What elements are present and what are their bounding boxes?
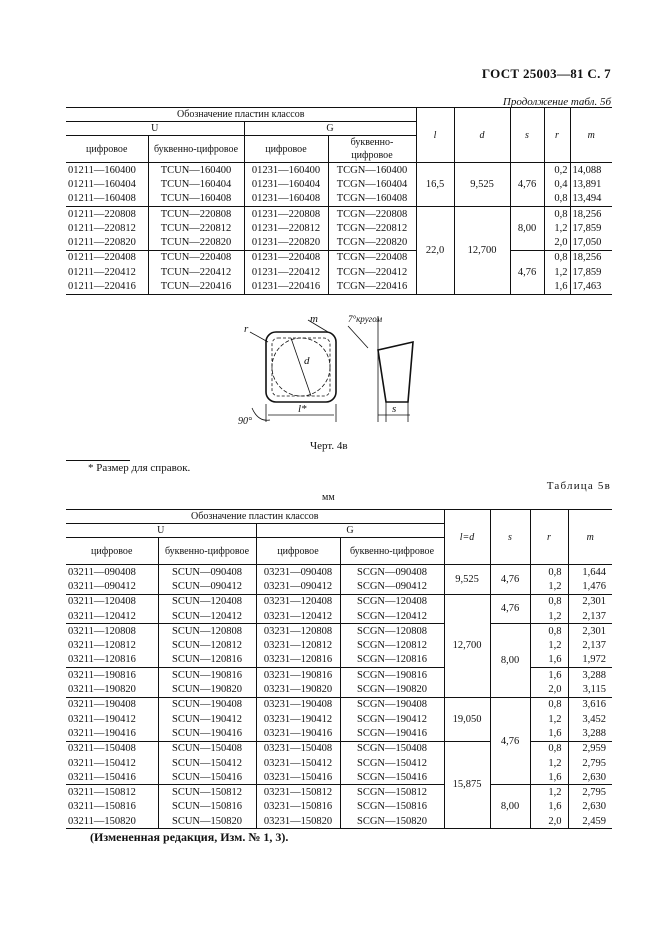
cell-code: 03211—090408	[68, 566, 136, 578]
cell-code: 03231—090412	[256, 579, 340, 594]
cell-code: TCUN—160408	[148, 192, 244, 207]
table-5v-body	[66, 510, 612, 829]
cell-r: 1,2	[530, 785, 568, 800]
cell-m: 1,644	[568, 565, 612, 580]
cell-d: 9,525	[454, 163, 510, 207]
cell-r: 1,2	[544, 221, 570, 235]
table-row	[66, 163, 612, 178]
side-view-profile	[378, 342, 413, 402]
cell-code: TCGN—160400	[328, 163, 416, 178]
cell-code: SCGN—190816	[340, 668, 444, 683]
table-row	[66, 770, 612, 785]
cell-code: SCGN—150412	[340, 756, 444, 770]
cell-s: 4,76	[510, 163, 544, 207]
cell-r: 1,6	[530, 800, 568, 814]
cell-code: 03211—150412	[68, 757, 136, 769]
table-row	[66, 609, 612, 624]
cell-code: 03231—150416	[256, 770, 340, 785]
cell-m: 2,137	[568, 638, 612, 652]
cell-m: 17,859	[570, 265, 612, 279]
cell-code: TCGN—220416	[328, 279, 416, 294]
cell-code: 03211—150816	[68, 801, 136, 813]
cell-m: 18,256	[570, 250, 612, 265]
cell-m: 13,494	[570, 192, 612, 207]
cell-code: 01231—220408	[244, 250, 328, 265]
cell-code: SCUN—150412	[158, 756, 256, 770]
cell-code: TCGN—220808	[328, 206, 416, 221]
col-s-header: s	[490, 510, 530, 565]
cell-m: 2,137	[568, 609, 612, 624]
cell-code: 01231—220812	[244, 221, 328, 235]
units-label: мм	[322, 492, 335, 503]
col-digital-u: цифровое	[86, 143, 128, 155]
cell-r: 0,8	[544, 206, 570, 221]
cell-code: 01211—160408	[68, 193, 136, 205]
cell-code: 01231—220416	[244, 279, 328, 294]
cell-code: SCGN—090412	[340, 579, 444, 594]
cell-code: 01231—160408	[244, 192, 328, 207]
cell-r: 1,2	[544, 265, 570, 279]
cell-r: 1,6	[530, 770, 568, 785]
cell-m: 3,115	[568, 682, 612, 697]
cell-code: SCGN—120412	[340, 609, 444, 624]
cell-code: 03211—120412	[68, 610, 136, 622]
table-row	[66, 756, 612, 770]
cell-code: SCUN—190408	[158, 697, 256, 712]
col-alpha-g: буквенно-цифровое	[340, 538, 444, 565]
cell-m: 3,288	[568, 726, 612, 741]
cell-code: 03231—150816	[256, 800, 340, 814]
class-u-header: U	[66, 122, 244, 136]
cell-m: 17,050	[570, 235, 612, 250]
cell-code: TCUN—220812	[148, 221, 244, 235]
cell-code: 03211—190820	[68, 684, 136, 696]
cell-code: 01231—220412	[244, 265, 328, 279]
cell-code: SCUN—190412	[158, 712, 256, 726]
cell-code: TCGN—160408	[328, 192, 416, 207]
cell-code: TCUN—220808	[148, 206, 244, 221]
cell-code: SCGN—150416	[340, 770, 444, 785]
cell-code: SCUN—190816	[158, 668, 256, 683]
cell-code: 01231—220808	[244, 206, 328, 221]
cell-code: 03231—150408	[256, 741, 340, 756]
cell-code: 03211—190408	[68, 699, 136, 711]
cell-code: 01211—160400	[68, 164, 136, 176]
table-row	[66, 785, 612, 800]
label-angle-90: 90°	[238, 416, 252, 427]
insert-drawing	[238, 312, 433, 432]
cell-r: 0,8	[544, 250, 570, 265]
table-row	[66, 594, 612, 609]
table-5b-body	[66, 108, 612, 295]
cell-code: 01211—220416	[68, 281, 136, 293]
cell-code: 03211—150408	[68, 743, 136, 755]
cell-code: 03211—120408	[68, 596, 136, 608]
cell-code: TCUN—220408	[148, 250, 244, 265]
cell-r: 2,0	[544, 235, 570, 250]
cell-r: 2,0	[530, 814, 568, 829]
cell-r: 0,8	[530, 741, 568, 756]
cell-s: 8,00	[490, 624, 530, 697]
cell-code: 03231—150820	[256, 814, 340, 829]
cell-code: 03211—120816	[68, 654, 136, 666]
cell-code: 03231—190820	[256, 682, 340, 697]
figure-caption: Черт. 4в	[310, 440, 348, 452]
table-row	[66, 682, 612, 697]
angle-leader	[348, 326, 368, 348]
cell-r: 1,6	[530, 668, 568, 683]
cell-code: 03211—150416	[68, 771, 136, 783]
cell-code: SCUN—120408	[158, 594, 256, 609]
cell-code: 03211—190816	[68, 669, 136, 681]
cell-m: 3,616	[568, 697, 612, 712]
class-g-header: G	[256, 524, 444, 538]
cell-code: 01231—160404	[244, 177, 328, 191]
cell-ld: 12,700	[444, 594, 490, 697]
cell-code: 03231—120816	[256, 653, 340, 668]
cell-code: 01211—220412	[68, 266, 136, 278]
cell-m: 17,463	[570, 279, 612, 294]
cell-m: 2,959	[568, 741, 612, 756]
cell-r: 0,8	[530, 697, 568, 712]
cell-code: 03211—150820	[68, 815, 136, 827]
cell-code: SCGN—190820	[340, 682, 444, 697]
cell-l: 22,0	[416, 206, 454, 294]
cell-r: 1,2	[530, 609, 568, 624]
cell-m: 1,476	[568, 579, 612, 594]
cell-code: SCUN—120808	[158, 624, 256, 639]
cell-code: SCUN—150820	[158, 814, 256, 829]
label-m: m	[310, 313, 318, 325]
table-row	[66, 250, 612, 265]
cell-r: 0,8	[530, 624, 568, 639]
cell-s: 8,00	[510, 206, 544, 250]
cell-code: 03231—190816	[256, 668, 340, 683]
cell-code: SCGN—150820	[340, 814, 444, 829]
table-row	[66, 206, 612, 221]
cell-code: SCUN—120812	[158, 638, 256, 652]
edit-note: (Измененная редакция, Изм. № 1, 3).	[90, 830, 289, 844]
table-continuation-label: Продолжение табл. 5б	[502, 96, 611, 108]
col-l-header: l	[416, 108, 454, 163]
cell-r: 0,8	[530, 565, 568, 580]
cell-code: 03211—120812	[68, 640, 136, 652]
col-digital-u: цифровое	[91, 545, 133, 557]
cell-code: 01211—220408	[68, 252, 136, 264]
diameter-line	[291, 338, 311, 396]
cell-m: 2,795	[568, 785, 612, 800]
cell-m: 3,452	[568, 712, 612, 726]
cell-m: 2,795	[568, 756, 612, 770]
cell-m: 2,459	[568, 814, 612, 829]
cell-code: 01211—220812	[68, 222, 136, 234]
cell-code: SCGN—120812	[340, 638, 444, 652]
cell-code: SCUN—150416	[158, 770, 256, 785]
col-d-header: d	[454, 108, 510, 163]
cell-r: 0,2	[544, 163, 570, 178]
cell-m: 2,630	[568, 800, 612, 814]
cell-code: 03231—150412	[256, 756, 340, 770]
label-angle-7: 7°кругом	[348, 314, 383, 324]
table-row	[66, 697, 612, 712]
cell-m: 1,972	[568, 653, 612, 668]
cell-r: 2,0	[530, 682, 568, 697]
col-s-header: s	[510, 108, 544, 163]
cell-r: 1,2	[530, 756, 568, 770]
table-row	[66, 624, 612, 639]
cell-r: 1,2	[530, 638, 568, 652]
cell-code: TCGN—220408	[328, 250, 416, 265]
cell-m: 14,088	[570, 163, 612, 178]
cell-code: 03211—120808	[68, 625, 136, 637]
col-ld-header: l=d	[444, 510, 490, 565]
cell-m: 2,630	[568, 770, 612, 785]
class-g-header: G	[244, 122, 416, 136]
cell-code: SCUN—150816	[158, 800, 256, 814]
cell-code: SCGN—120408	[340, 594, 444, 609]
table-row	[66, 741, 612, 756]
cell-r: 1,6	[530, 726, 568, 741]
cell-code: TCGN—220812	[328, 221, 416, 235]
cell-code: SCUN—090412	[158, 579, 256, 594]
table-row	[66, 814, 612, 829]
cell-code: 03211—190416	[68, 727, 136, 739]
radius-leader	[250, 332, 268, 342]
cell-code: 03231—190412	[256, 712, 340, 726]
col-alpha-u: буквенно-цифровое	[158, 538, 256, 565]
table-row	[66, 800, 612, 814]
table-row	[66, 668, 612, 683]
table-row	[66, 579, 612, 594]
cell-code: 03231—190408	[256, 697, 340, 712]
table-row	[66, 638, 612, 652]
cell-code: SCGN—190408	[340, 697, 444, 712]
label-s: s	[392, 403, 397, 415]
cell-code: 03231—190416	[256, 726, 340, 741]
table-row	[66, 726, 612, 741]
cell-code: 01211—220820	[68, 237, 136, 249]
label-l: l*	[298, 403, 307, 415]
cell-r: 1,2	[530, 579, 568, 594]
cell-code: SCUN—150812	[158, 785, 256, 800]
col-r-header: r	[530, 510, 568, 565]
cell-r: 1,6	[530, 653, 568, 668]
cell-l: 16,5	[416, 163, 454, 207]
cell-code: SCGN—120816	[340, 653, 444, 668]
col-alpha-u: буквенно-цифровое	[148, 136, 244, 163]
cell-code: TCGN—220412	[328, 265, 416, 279]
table-5v	[66, 509, 612, 829]
cell-code: SCGN—150408	[340, 741, 444, 756]
cell-code: SCUN—090408	[158, 565, 256, 580]
cell-code: 03231—120812	[256, 638, 340, 652]
cell-d: 12,700	[454, 206, 510, 294]
label-d: d	[304, 355, 310, 367]
cell-code: TCUN—220820	[148, 235, 244, 250]
cell-code: 01211—160404	[68, 178, 136, 190]
col-r-header: r	[544, 108, 570, 163]
col-m-header: m	[570, 108, 612, 163]
cell-code: SCUN—190820	[158, 682, 256, 697]
col-digital-g: цифровое	[244, 136, 328, 163]
cell-ld: 9,525	[444, 565, 490, 595]
cell-code: TCGN—160404	[328, 177, 416, 191]
cell-code: 03211—090412	[68, 580, 136, 592]
cell-r: 1,6	[544, 279, 570, 294]
cell-code: 03231—090408	[256, 565, 340, 580]
cell-code: TCUN—160404	[148, 177, 244, 191]
table-row	[66, 712, 612, 726]
cell-code: 03211—190412	[68, 713, 136, 725]
cell-code: SCUN—190416	[158, 726, 256, 741]
cell-code: 01231—160400	[244, 163, 328, 178]
cell-code: 03231—120808	[256, 624, 340, 639]
cell-code: 01231—220820	[244, 235, 328, 250]
cell-code: SCUN—120412	[158, 609, 256, 624]
class-u-header: U	[66, 524, 256, 538]
cell-ld: 19,050	[444, 697, 490, 741]
cell-code: 03211—150812	[68, 787, 136, 799]
cell-s: 4,76	[490, 594, 530, 624]
cell-s: 4,76	[490, 697, 530, 785]
table-row	[66, 565, 612, 580]
cell-code: SCUN—120816	[158, 653, 256, 668]
group-header: Обозначение пластин классов	[66, 510, 444, 524]
cell-code: SCGN—150816	[340, 800, 444, 814]
table-5b	[66, 107, 612, 295]
cell-code: SCGN—150812	[340, 785, 444, 800]
cell-s: 4,76	[490, 565, 530, 595]
cell-code: TCUN—220412	[148, 265, 244, 279]
footnote-divider	[66, 460, 130, 461]
table-title: Таблица 5в	[546, 480, 611, 492]
cell-code: SCGN—190416	[340, 726, 444, 741]
cell-m: 2,301	[568, 594, 612, 609]
cell-m: 3,288	[568, 668, 612, 683]
group-header: Обозначение пластин классов	[66, 108, 416, 122]
col-m-header: m	[568, 510, 612, 565]
cell-m: 2,301	[568, 624, 612, 639]
label-r: r	[244, 323, 249, 335]
cell-ld: 15,875	[444, 741, 490, 829]
cell-code: 03231—120412	[256, 609, 340, 624]
col-alpha-g: буквенно-цифровое	[328, 136, 416, 163]
cell-code: TCUN—160400	[148, 163, 244, 178]
table-row	[66, 653, 612, 668]
cell-code: TCGN—220820	[328, 235, 416, 250]
cell-code: 03231—120408	[256, 594, 340, 609]
page-header: ГОСТ 25003—81 С. 7	[481, 66, 611, 81]
cell-code: SCUN—150408	[158, 741, 256, 756]
footnote: * Размер для справок.	[88, 462, 191, 474]
cell-code: 03231—150812	[256, 785, 340, 800]
cell-code: SCGN—120808	[340, 624, 444, 639]
cell-r: 0,8	[544, 192, 570, 207]
col-digital-g: цифровое	[256, 538, 340, 565]
cell-code: SCGN—190412	[340, 712, 444, 726]
cell-s: 4,76	[510, 250, 544, 294]
cell-r: 0,8	[530, 594, 568, 609]
cell-m: 17,859	[570, 221, 612, 235]
cell-s: 8,00	[490, 785, 530, 829]
cell-m: 18,256	[570, 206, 612, 221]
cell-r: 1,2	[530, 712, 568, 726]
angle-arc-90	[252, 408, 270, 420]
cell-code: 01211—220808	[68, 208, 136, 220]
cell-code: TCUN—220416	[148, 279, 244, 294]
cell-m: 13,891	[570, 177, 612, 191]
cell-code: SCGN—090408	[340, 565, 444, 580]
cell-r: 0,4	[544, 177, 570, 191]
